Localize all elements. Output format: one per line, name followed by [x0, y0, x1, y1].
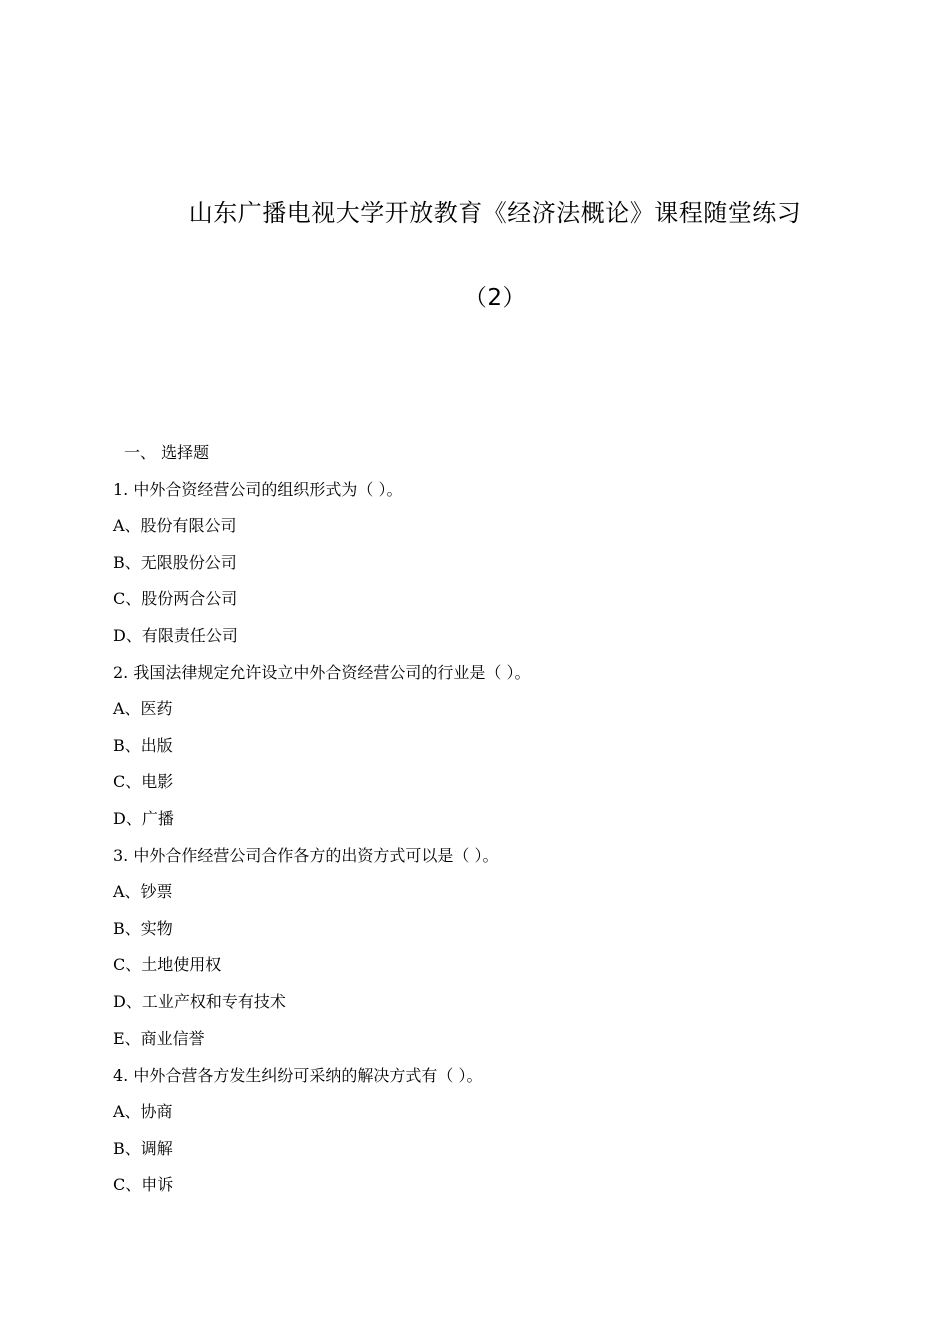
option-1d: D、有限责任公司 — [113, 626, 238, 645]
option-3d: D、工业产权和专有技术 — [113, 992, 286, 1011]
question-stem-2: 2. 我国法律规定允许设立中外合资经营公司的行业是（ ）。 — [113, 663, 531, 682]
option-1b: B、无限股份公司 — [113, 553, 237, 572]
option-4c: C、申诉 — [113, 1175, 174, 1194]
section-heading: 一、 选择题 — [124, 443, 210, 462]
question-stem-3: 3. 中外合作经营公司合作各方的出资方式可以是（ ）。 — [113, 846, 499, 865]
option-2c: C、电影 — [113, 772, 174, 791]
question-stem-4: 4. 中外合营各方发生纠纷可采纳的解决方式有（ ）。 — [113, 1066, 483, 1085]
option-3b: B、实物 — [113, 919, 173, 938]
question-stem-1: 1. 中外合资经营公司的组织形式为（ ）。 — [113, 480, 403, 499]
option-1c: C、股份两合公司 — [113, 589, 238, 608]
option-4b: B、调解 — [113, 1139, 173, 1158]
option-4a: A、协商 — [113, 1102, 173, 1121]
option-3a: A、钞票 — [113, 882, 173, 901]
option-2b: B、出版 — [113, 736, 173, 755]
option-2d: D、广播 — [113, 809, 174, 828]
option-3c: C、土地使用权 — [113, 955, 222, 974]
option-2a: A、医药 — [113, 699, 173, 718]
option-3e: E、商业信誉 — [113, 1029, 205, 1048]
option-1a: A、股份有限公司 — [113, 516, 237, 535]
document-title: 山东广播电视大学开放教育《经济法概论》课程随堂练习 — [188, 199, 802, 227]
document-subtitle: （2） — [463, 285, 527, 311]
